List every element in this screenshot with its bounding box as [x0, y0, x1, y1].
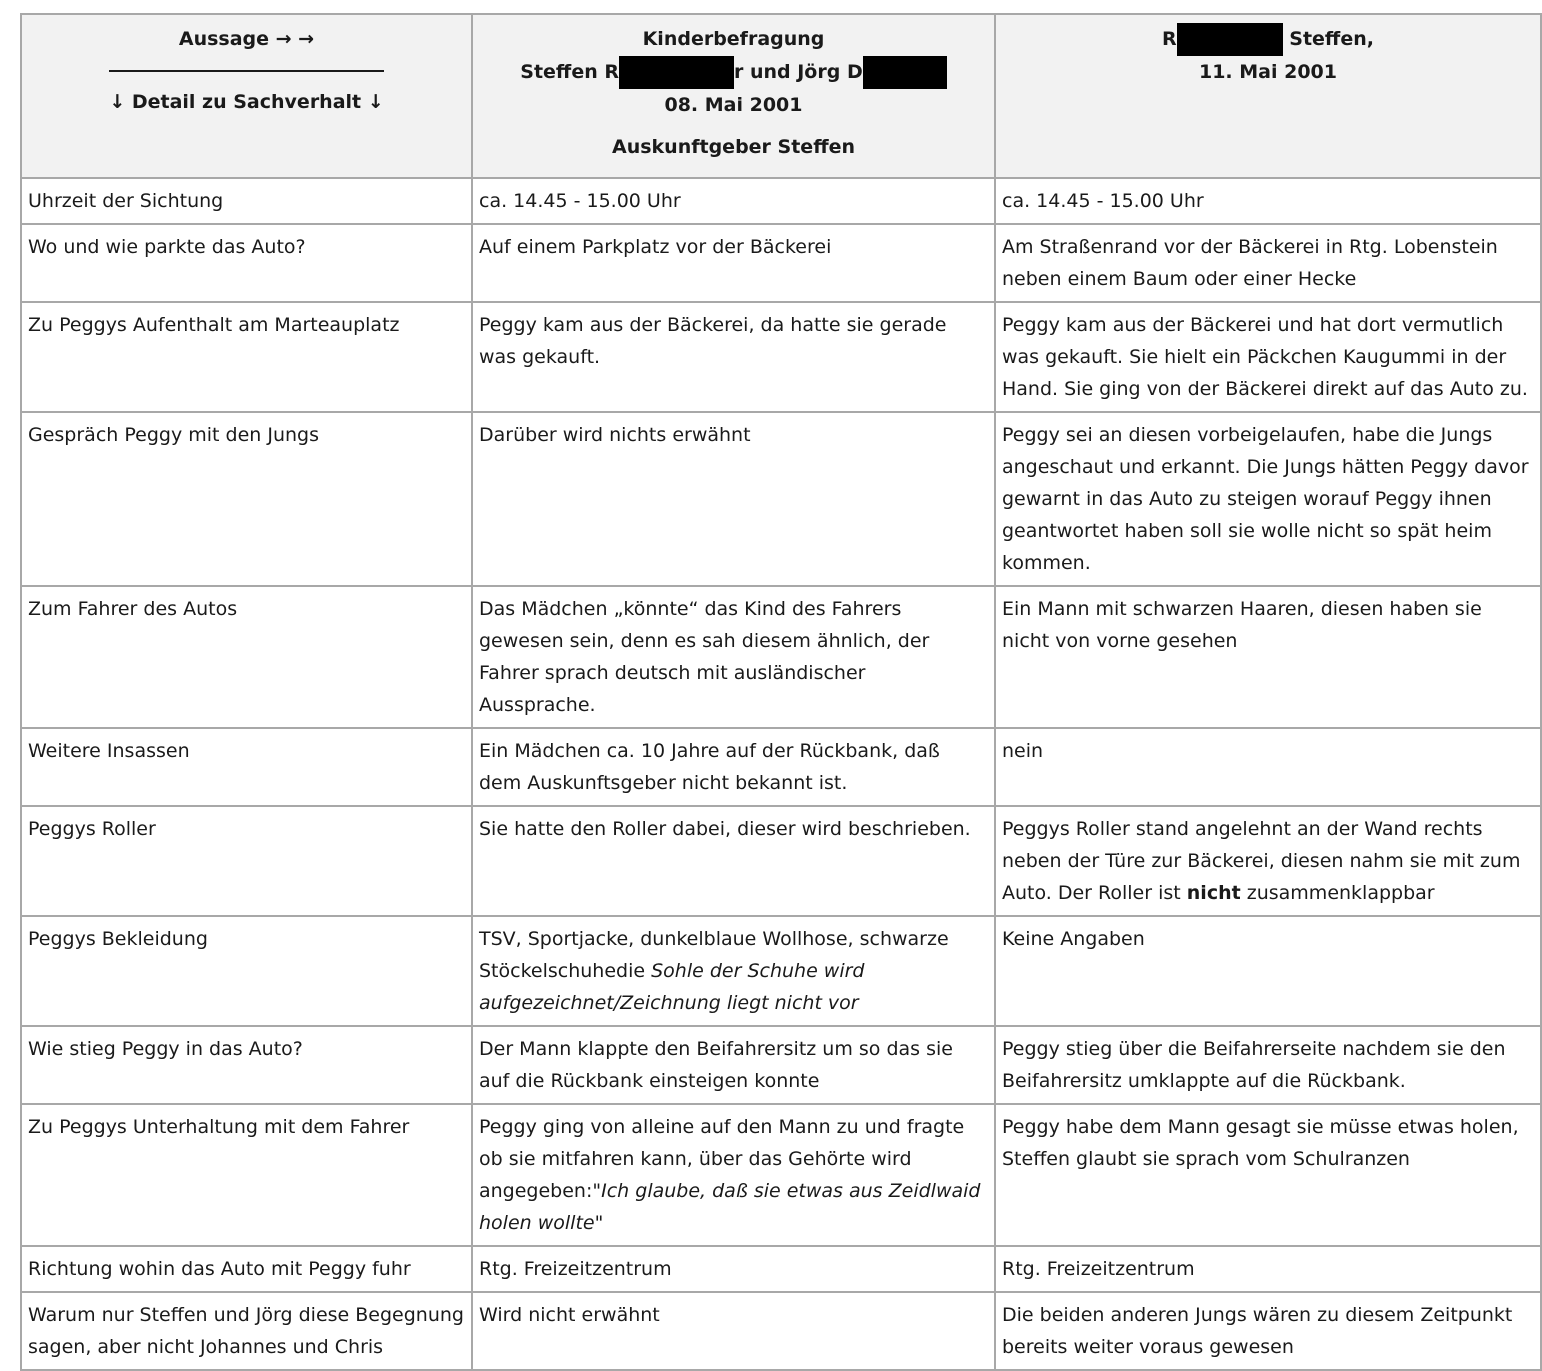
- header-kb-name-1: Steffen R: [520, 61, 619, 83]
- table-row: [21, 1026, 1541, 1104]
- comparison-table-wrapper: [20, 13, 1542, 1371]
- cell-kinderbefragung: [472, 1104, 995, 1246]
- cell-r-steffen: Am Straßenrand vor der Bäckerei in Rtg. Lobenstein neben einem Baum oder einer Hecke: [995, 224, 1541, 302]
- table-row: [21, 1292, 1541, 1370]
- table-row: [21, 412, 1541, 586]
- cell-r-steffen: [995, 806, 1541, 916]
- cell-text-bold: nicht: [1186, 882, 1241, 904]
- cell-kinderbefragung: Das Mädchen „könnte“ das Kind des Fahrers gewesen sein, denn es sah diesem ähnlich, der Fahrer sprach deutsch mit ausländischer Aussprache.: [472, 586, 995, 728]
- row-label: Gespräch Peggy mit den Jungs: [21, 412, 472, 586]
- header-r-name-first: Steffen,: [1289, 28, 1374, 50]
- cell-r-steffen: Die beiden anderen Jungs wären zu diesem Zeitpunkt bereits weiter voraus gewesen: [995, 1292, 1541, 1370]
- header-r-name: [1002, 23, 1534, 56]
- row-label: Zu Peggys Aufenthalt am Marteauplatz: [21, 302, 472, 412]
- header-kb-informant: Auskunftgeber Steffen: [612, 136, 855, 158]
- cell-r-steffen: Peggy sei an diesen vorbeigelaufen, habe die Jungs angeschaut und erkannt. Die Jungs hätten Peggy davor gewarnt in das Auto zu steigen worauf Peggy ihnen geantwortet haben soll sie wolle nicht so spät heim kommen.: [995, 412, 1541, 586]
- header-r-date: 11. Mai 2001: [1198, 61, 1337, 83]
- table-row: [21, 806, 1541, 916]
- header-kb-title: Kinderbefragung: [642, 28, 825, 50]
- cell-text-italic: Sohle der Schuhe wird aufgezeichnet/Zeichnung liegt nicht vor: [479, 960, 865, 1014]
- header-aussage-title: Aussage → →: [178, 28, 315, 50]
- table-row: [21, 224, 1541, 302]
- cell-text: TSV, Sportjacke, dunkelblaue Wollhose, schwarze Stöckelschuhedie: [479, 928, 949, 982]
- cell-text: Peggys Roller stand angelehnt an der Wand rechts neben der Türe zur Bäckerei, diesen nahm sie mit zum Auto. Der Roller ist: [1002, 818, 1521, 904]
- table-row: [21, 302, 1541, 412]
- header-kinderbefragung: [472, 14, 995, 178]
- table-row: [21, 586, 1541, 728]
- row-label: Wie stieg Peggy in das Auto?: [21, 1026, 472, 1104]
- header-r-name-initial: R: [1162, 28, 1177, 50]
- table-row: [21, 916, 1541, 1026]
- redaction-bar: [619, 56, 734, 89]
- table-row: [21, 1104, 1541, 1246]
- header-aussage: [21, 14, 472, 178]
- cell-r-steffen: Peggy habe dem Mann gesagt sie müsse etwas holen, Steffen glaubt sie sprach vom Schulranzen: [995, 1104, 1541, 1246]
- table-header-row: [21, 14, 1541, 178]
- comparison-table: [20, 13, 1542, 1371]
- cell-r-steffen: nein: [995, 728, 1541, 806]
- redaction-bar: [1177, 23, 1283, 56]
- cell-kinderbefragung: Der Mann klappte den Beifahrersitz um so das sie auf die Rückbank einsteigen konnte: [472, 1026, 995, 1104]
- row-label: Richtung wohin das Auto mit Peggy fuhr: [21, 1246, 472, 1292]
- cell-kinderbefragung: Rtg. Freizeitzentrum: [472, 1246, 995, 1292]
- cell-kinderbefragung: Ein Mädchen ca. 10 Jahre auf der Rückbank, daß dem Auskunftsgeber nicht bekannt ist.: [472, 728, 995, 806]
- cell-r-steffen: Peggy stieg über die Beifahrerseite nachdem sie den Beifahrersitz umklappte auf die Rückbank.: [995, 1026, 1541, 1104]
- row-label: Wo und wie parkte das Auto?: [21, 224, 472, 302]
- cell-r-steffen: Peggy kam aus der Bäckerei und hat dort vermutlich was gekauft. Sie hielt ein Päckchen Kaugummi in der Hand. Sie ging von der Bäckerei direkt auf das Auto zu.: [995, 302, 1541, 412]
- cell-text-italic: "Ich glaube, daß sie etwas aus Zeidlwaid holen wollte": [479, 1180, 981, 1234]
- table-row: [21, 178, 1541, 224]
- row-label: Zum Fahrer des Autos: [21, 586, 472, 728]
- row-label: Weitere Insassen: [21, 728, 472, 806]
- row-label: Peggys Bekleidung: [21, 916, 472, 1026]
- redaction-bar: [863, 56, 947, 89]
- table-row: [21, 1246, 1541, 1292]
- cell-r-steffen: Ein Mann mit schwarzen Haaren, diesen haben sie nicht von vorne gesehen: [995, 586, 1541, 728]
- table-row: [21, 728, 1541, 806]
- cell-kinderbefragung: Peggy kam aus der Bäckerei, da hatte sie gerade was gekauft.: [472, 302, 995, 412]
- header-kb-name-2: r und Jörg D: [733, 61, 863, 83]
- row-label: Peggys Roller: [21, 806, 472, 916]
- header-r-steffen: [995, 14, 1541, 178]
- cell-r-steffen: Keine Angaben: [995, 916, 1541, 1026]
- cell-text: zusammenklappbar: [1240, 882, 1435, 904]
- cell-kinderbefragung: Sie hatte den Roller dabei, dieser wird beschrieben.: [472, 806, 995, 916]
- cell-kinderbefragung: Darüber wird nichts erwähnt: [472, 412, 995, 586]
- cell-r-steffen: Rtg. Freizeitzentrum: [995, 1246, 1541, 1292]
- cell-kinderbefragung: Auf einem Parkplatz vor der Bäckerei: [472, 224, 995, 302]
- cell-kinderbefragung: ca. 14.45 - 15.00 Uhr: [472, 178, 995, 224]
- header-detail-title: ↓ Detail zu Sachverhalt ↓: [109, 91, 384, 113]
- cell-kinderbefragung: [472, 916, 995, 1026]
- cell-kinderbefragung: Wird nicht erwähnt: [472, 1292, 995, 1370]
- row-label: Zu Peggys Unterhaltung mit dem Fahrer: [21, 1104, 472, 1246]
- row-label: Warum nur Steffen und Jörg diese Begegnung sagen, aber nicht Johannes und Chris: [21, 1292, 472, 1370]
- row-label: Uhrzeit der Sichtung: [21, 178, 472, 224]
- cell-text: Peggy ging von alleine auf den Mann zu und fragte ob sie mitfahren kann, über das Gehörte wird angegeben:: [479, 1116, 965, 1202]
- cell-r-steffen: ca. 14.45 - 15.00 Uhr: [995, 178, 1541, 224]
- header-kb-names: [479, 56, 988, 89]
- header-kb-date: 08. Mai 2001: [664, 94, 803, 116]
- header-divider-line: [109, 70, 384, 72]
